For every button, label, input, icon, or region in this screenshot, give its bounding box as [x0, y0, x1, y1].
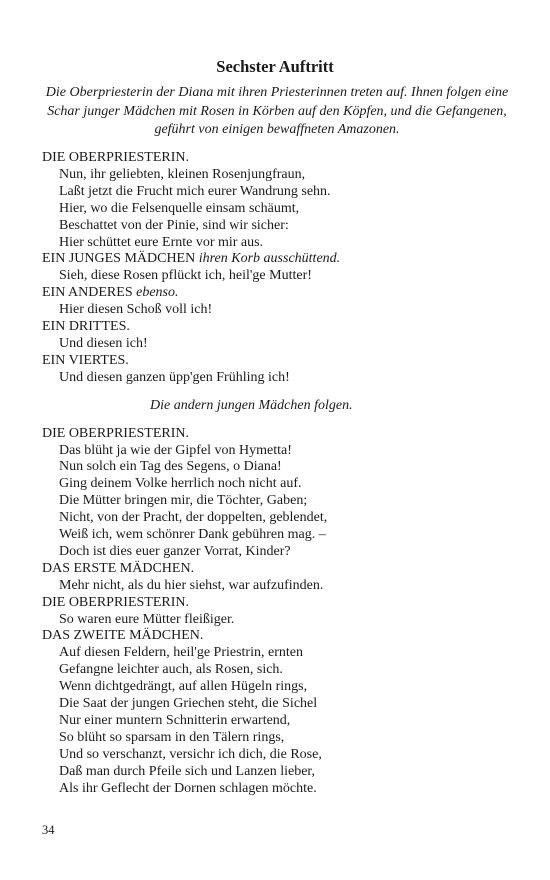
- speaker-name: EIN VIERTES.: [42, 352, 129, 368]
- verse-line: Mehr nicht, als du hier siehst, war aufzufinden.: [59, 577, 324, 593]
- verse-line: Weiß ich, wem schönrer Dank gebühren mag. –: [59, 527, 326, 543]
- verse-line: Hier schüttet eure Ernte vor mir aus.: [59, 234, 264, 250]
- verse-line: Die Mütter bringen mir, die Töchter, Gaben;: [59, 493, 308, 509]
- verse-line: Nun, ihr geliebten, kleinen Rosenjungfraun,: [59, 166, 306, 182]
- speaker-line: [42, 285, 522, 302]
- scene-title: Sechster Auftritt: [216, 57, 334, 76]
- verse-line: Laßt jetzt die Frucht mich eurer Wandrung sehn.: [59, 183, 331, 199]
- speaker-line: [42, 251, 522, 268]
- stage-direction: ebenso.: [136, 285, 179, 301]
- verse-line: Nur einer muntern Schnitterin erwartend,: [59, 713, 291, 728]
- verse-line: Gefangne leichter auch, als Rosen, sich.: [59, 662, 283, 678]
- verse-line: Doch ist dies euer ganzer Vorrat, Kinder?: [59, 543, 291, 559]
- verse-line: Hier, wo die Felsenquelle einsam schäumt,: [59, 200, 300, 216]
- verse-line: Sieh, diese Rosen pflückt ich, heil'ge Mutter!: [59, 268, 312, 284]
- speaker-name: DIE OBERPRIESTERIN.: [42, 425, 189, 441]
- speaker-name: DAS ERSTE MÄDCHEN.: [42, 560, 195, 576]
- verse-line: Und so verschanzt, versichr ich dich, die Rose,: [59, 746, 322, 762]
- stage-direction: ihren Korb ausschüttend.: [198, 251, 341, 267]
- verse-line: Und diesen ich!: [59, 335, 148, 351]
- speaker-name: DIE OBERPRIESTERIN.: [42, 150, 189, 165]
- verse-line: Als ihr Geflecht der Dornen schlagen möchte.: [59, 780, 317, 796]
- verse-line: Hier diesen Schoß voll ich!: [59, 302, 213, 318]
- verse-line: Nun solch ein Tag des Segens, o Diana!: [59, 459, 282, 475]
- verse-line: Das blüht ja wie der Gipfel von Hymetta!: [59, 442, 292, 458]
- verse-line: Daß man durch Pfeile sich und Lanzen lieber,: [59, 763, 316, 779]
- verse-line: Die Saat der jungen Griechen steht, die Sichel: [59, 696, 318, 712]
- scene-intro-direction: Die Oberpriesterin der Diana mit ihren Priesterinnen treten auf. Ihnen folgen eine Schar junger Mädchen mit Rosen in Körben auf den Köpfen, und die Gefangenen, geführt von einigen bewaffneten Amazonen.: [45, 85, 509, 138]
- verse-line: Ging deinem Volke herrlich noch nicht auf.: [59, 476, 302, 492]
- speaker-name: DAS ZWEITE MÄDCHEN.: [42, 628, 204, 644]
- speaker-name: EIN DRITTES.: [42, 319, 130, 335]
- verse-line: Wenn dichtgedrängt, auf allen Hügeln rings,: [59, 679, 308, 695]
- spacer: [42, 415, 522, 426]
- speaker-name: EIN ANDERES: [42, 285, 133, 301]
- verse-line: Und diesen ganzen üpp'gen Frühling ich!: [59, 369, 290, 385]
- dialogue-text: [42, 150, 522, 798]
- verse-line: Nicht, von der Pracht, der doppelten, geblendet,: [59, 510, 328, 526]
- speaker-name: EIN JUNGES MÄDCHEN: [42, 251, 196, 267]
- stage-direction: Die andern jungen Mädchen folgen.: [150, 397, 353, 413]
- verse-line: So blüht so sparsam in den Tälern rings,: [59, 729, 285, 745]
- speaker-name: DIE OBERPRIESTERIN.: [42, 594, 189, 610]
- verse-line: Beschattet von der Pinie, sind wir sicher:: [59, 217, 289, 233]
- verse-line: Auf diesen Feldern, heil'ge Priestrin, ernten: [59, 645, 303, 661]
- spacer: [42, 387, 522, 398]
- page-number: 34: [42, 823, 55, 837]
- verse-line: So waren eure Mütter fleißiger.: [59, 611, 235, 627]
